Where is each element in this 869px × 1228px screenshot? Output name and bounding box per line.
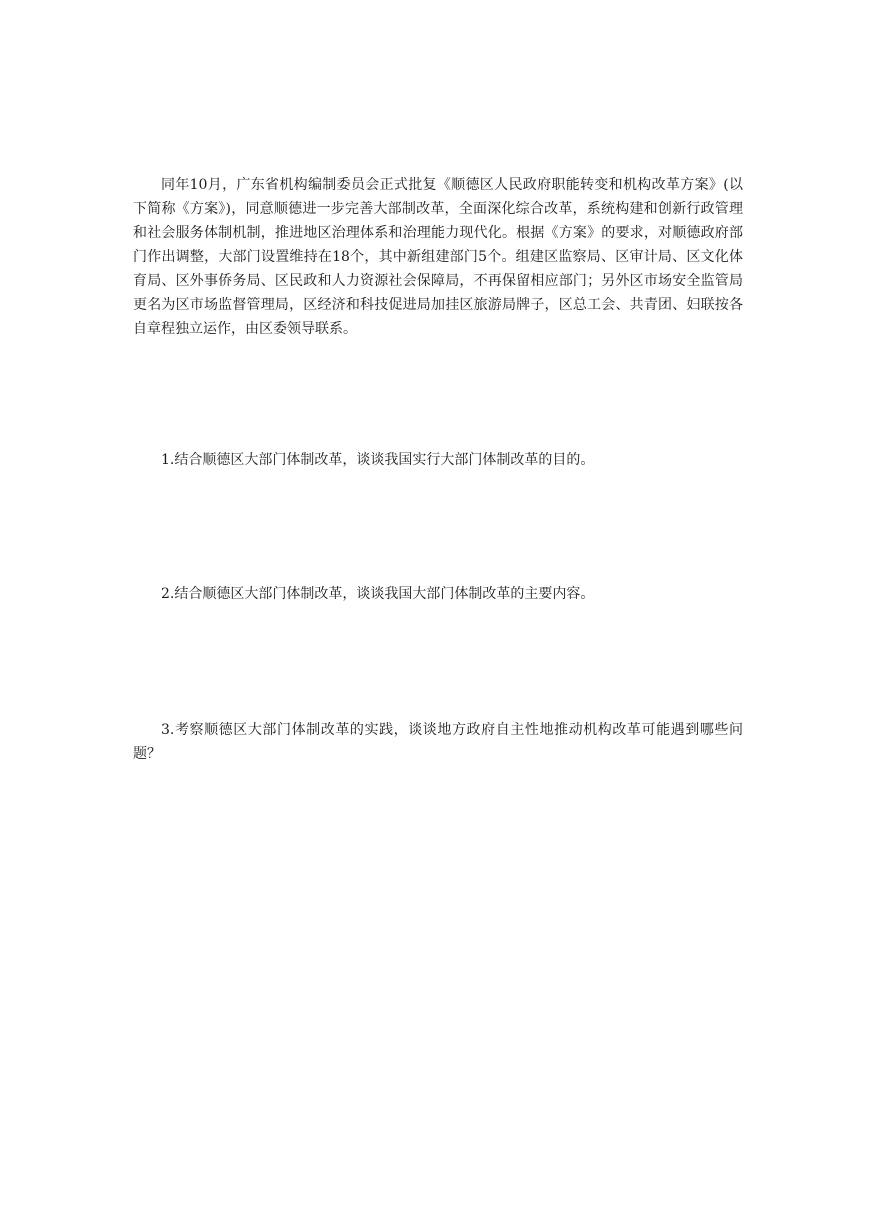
material-passage: 同年10月，广东省机构编制委员会正式批复《顺德区人民政府职能转变和机构改革方案》(以下简称《方案》)，同意顺德进一步完善大部制改革，全面深化综合改革，系统构建和创新行政管理和社会服务体制机制，推进地区治理体系和治理能力现代化。根据《方案》的要求，对顺德政府部门作出调整，大部门设置维持在18个，其中新组建部门5个。组建区监察局、区审计局、区文化体育局、区外事侨务局、区民政和人力资源社会保障局，不再保留相应部门；另外区市场安全监管局更名为区市场监督管理局，区经济和科技促进局加挂区旅游局牌子，区总工会、共青团、妇联按各自章程独立运作，由区委领导联系。 bbox=[133, 177, 743, 337]
question-3: 3.考察顺德区大部门体制改革的实践，谈谈地方政府自主性地推动机构改革可能遇到哪些问题？ bbox=[133, 722, 743, 762]
question-1: 1.结合顺德区大部门体制改革，谈谈我国实行大部门体制改革的目的。 bbox=[161, 452, 595, 468]
question-2: 2.结合顺德区大部门体制改革，谈谈我国大部门体制改革的主要内容。 bbox=[161, 586, 595, 602]
